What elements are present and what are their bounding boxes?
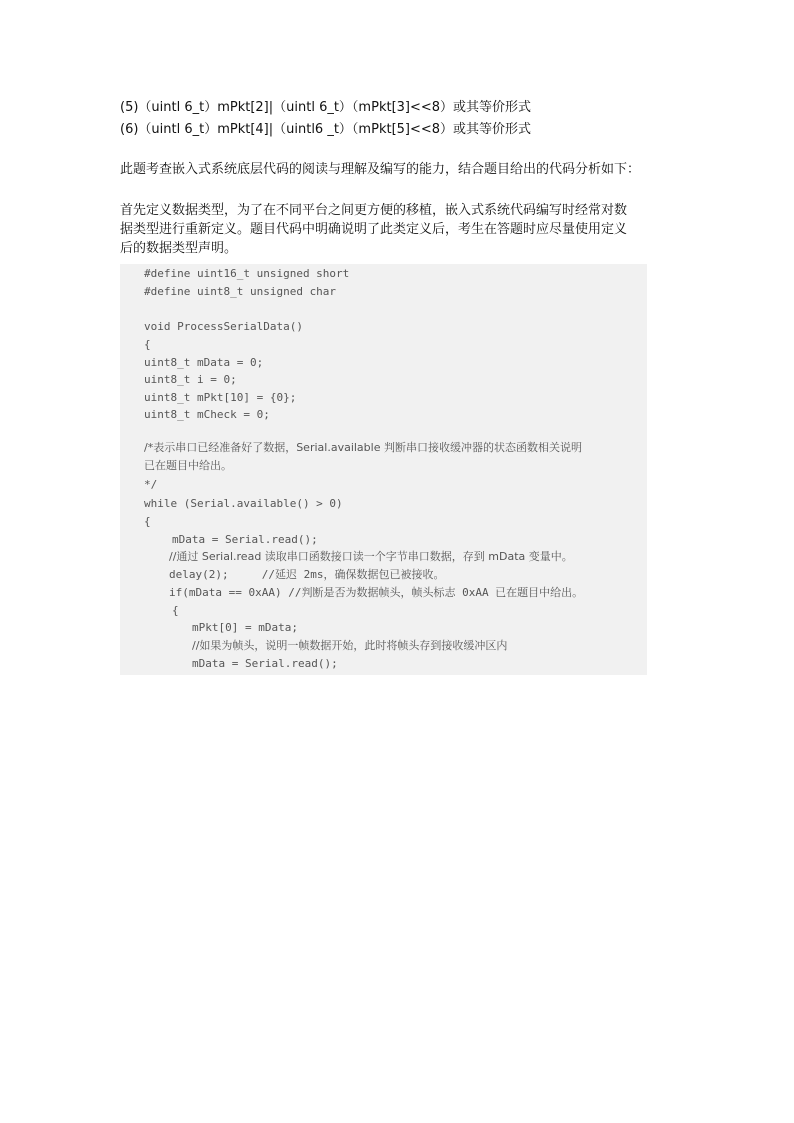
code-line: void ProcessSerialData() (144, 320, 303, 333)
code-comment-line: 已在题目中给出。 (144, 459, 232, 472)
explanation-paragraph (120, 201, 690, 258)
code-line: uint8_t i = 0; (144, 373, 237, 386)
code-line: mData = Serial.read(); (192, 657, 338, 670)
code-comment-line: /*表示串口已经准备好了数据，Serial.available 判断串口接收缓冲器的状态函数相关说明 (144, 441, 582, 454)
code-line: uint8_t mData = 0; (144, 356, 264, 369)
answer-line-5: (5)（uintl 6_t）mPkt[2]|（uintl 6_t）（mPkt[3]<<8）或其等价形式 (120, 100, 532, 115)
paragraph-line: 首先定义数据类型，为了在不同平台之间更方便的移植，嵌入式系统代码编写时经常对数 (120, 203, 628, 218)
code-line: mData = Serial.read(); (172, 533, 318, 546)
code-line: delay(2); //延迟 2ms，确保数据包已被接收。 (169, 568, 445, 581)
analysis-intro: 此题考查嵌入式系统底层代码的阅读与理解及编写的能力，结合题目给出的代码分析如下： (120, 162, 641, 177)
code-line: uint8_t mCheck = 0; (144, 408, 270, 421)
code-line: if(mData == 0xAA) //判断是否为数据帧头，帧头标志 0xAA 已在题目中给出。 (169, 586, 584, 599)
code-line: #define uint16_t unsigned short (144, 267, 350, 280)
code-line: mPkt[0] = mData; (192, 621, 298, 634)
code-line: { (144, 338, 151, 351)
code-line: */ (144, 478, 158, 491)
code-line: while (Serial.available() > 0) (144, 497, 343, 510)
code-line: #define uint8_t unsigned char (144, 285, 337, 298)
paragraph-line: 据类型进行重新定义。题目代码中明确说明了此类定义后，考生在答题时应尽量使用定义 (120, 222, 628, 237)
code-comment-line: //如果为帧头，说明一帧数据开始，此时将帧头存到接收缓冲区内 (192, 639, 508, 652)
answer-list (120, 97, 690, 141)
code-line: { (144, 515, 151, 528)
code-listing-image (120, 264, 647, 675)
paragraph-line: 后的数据类型声明。 (120, 241, 238, 256)
answer-line-6: (6)（uintl 6_t）mPkt[4]|（uintl6 _t）（mPkt[5]<<8）或其等价形式 (120, 122, 532, 137)
code-comment-line: //通过 Serial.read 读取串口函数接口读一个字节串口数据，存到 mData 变量中。 (169, 550, 573, 563)
code-line: { (172, 604, 179, 617)
code-line: uint8_t mPkt[10] = {0}; (144, 391, 297, 404)
